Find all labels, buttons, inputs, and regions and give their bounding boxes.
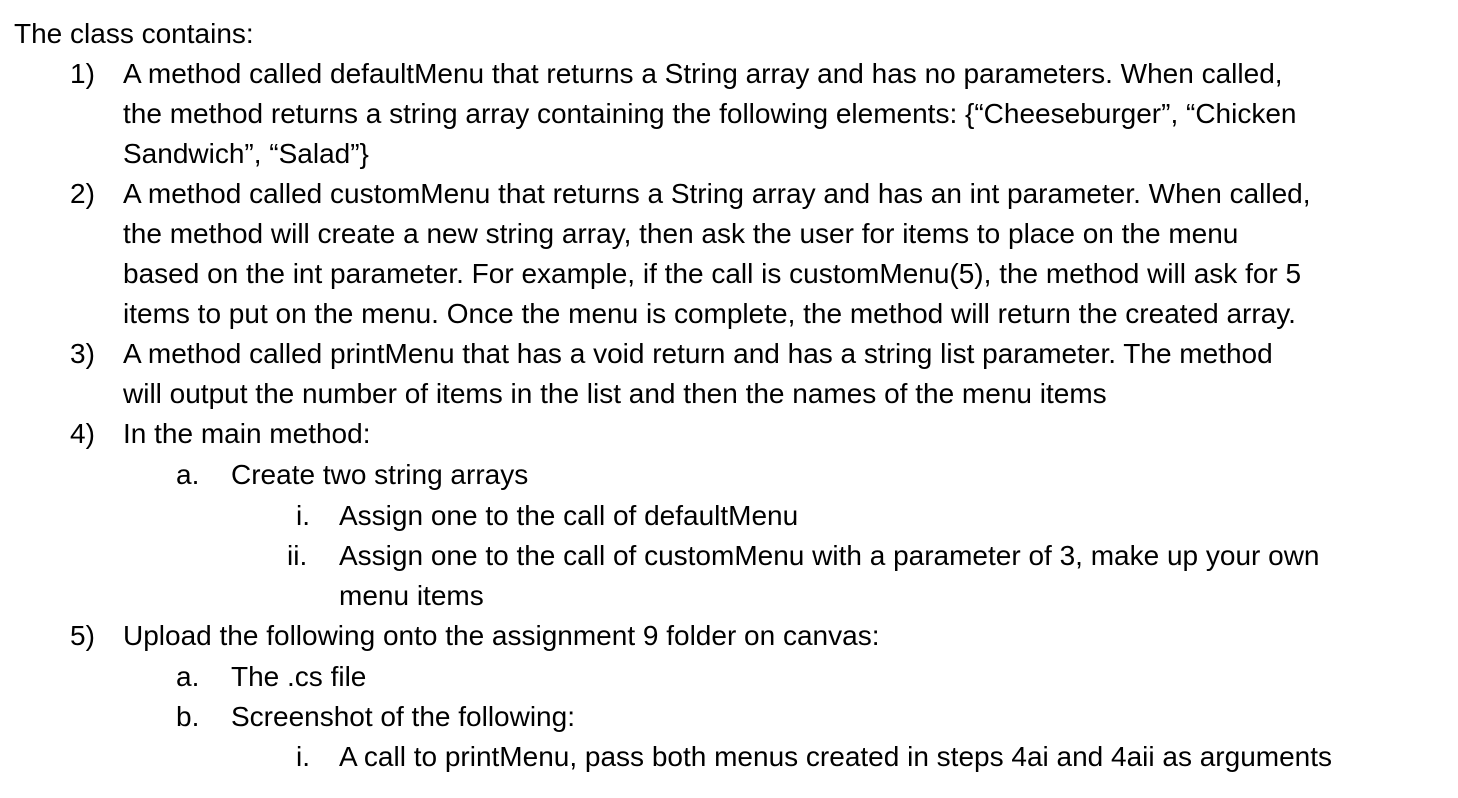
- item-4ai-line-1: Assign one to the call of defaultMenu: [339, 500, 799, 531]
- item-5-line-1: Upload the following onto the assignment 9 folder on canvas:: [123, 620, 880, 651]
- item-3-marker: 3): [70, 338, 95, 369]
- item-2-line-1: A method called customMenu that returns a String array and has an int parameter. When called,: [123, 178, 1311, 209]
- item-3-line-1: A method called printMenu that has a void return and has a string list parameter. The method: [123, 338, 1273, 369]
- item-4a-text: Create two string arrays: [231, 459, 529, 490]
- item-5-marker: 5): [70, 620, 95, 651]
- item-1-line-2: the method returns a string array containing the following elements: {“Cheeseburger”, “Chicken: [123, 98, 1297, 129]
- item-5bi-marker: i.: [296, 741, 310, 772]
- item-5a-text: The .cs file: [231, 661, 367, 692]
- item-1-marker: 1): [70, 58, 95, 89]
- item-4-marker: 4): [70, 418, 95, 449]
- item-4aii-line-1: Assign one to the call of customMenu with a parameter of 3, make up your own: [339, 540, 1320, 571]
- item-2-line-2: the method will create a new string array, then ask the user for items to place on the menu: [123, 218, 1239, 249]
- item-5b-text: Screenshot of the following:: [231, 701, 575, 732]
- intro-text: The class contains:: [14, 18, 254, 49]
- item-4a-marker: a.: [176, 459, 200, 490]
- item-5bi-line-1: A call to printMenu, pass both menus created in steps 4ai and 4aii as arguments: [339, 741, 1333, 772]
- item-1-line-1: A method called defaultMenu that returns a String array and has no parameters. When called,: [123, 58, 1283, 89]
- item-5b-marker: b.: [176, 701, 200, 732]
- item-2-marker: 2): [70, 178, 95, 209]
- item-4aii-marker: ii.: [287, 540, 308, 571]
- item-2-line-4: items to put on the menu. Once the menu is complete, the method will return the created array.: [123, 298, 1296, 329]
- item-4ai-marker: i.: [296, 500, 310, 531]
- item-4aii-line-2: menu items: [339, 580, 484, 611]
- item-4-line-1: In the main method:: [123, 418, 371, 449]
- item-5a-marker: a.: [176, 661, 200, 692]
- item-3-line-2: will output the number of items in the list and then the names of the menu items: [123, 378, 1107, 409]
- item-1-line-3: Sandwich”, “Salad”}: [123, 138, 369, 169]
- item-2-line-3: based on the int parameter. For example, if the call is customMenu(5), the method will ask for 5: [123, 258, 1302, 289]
